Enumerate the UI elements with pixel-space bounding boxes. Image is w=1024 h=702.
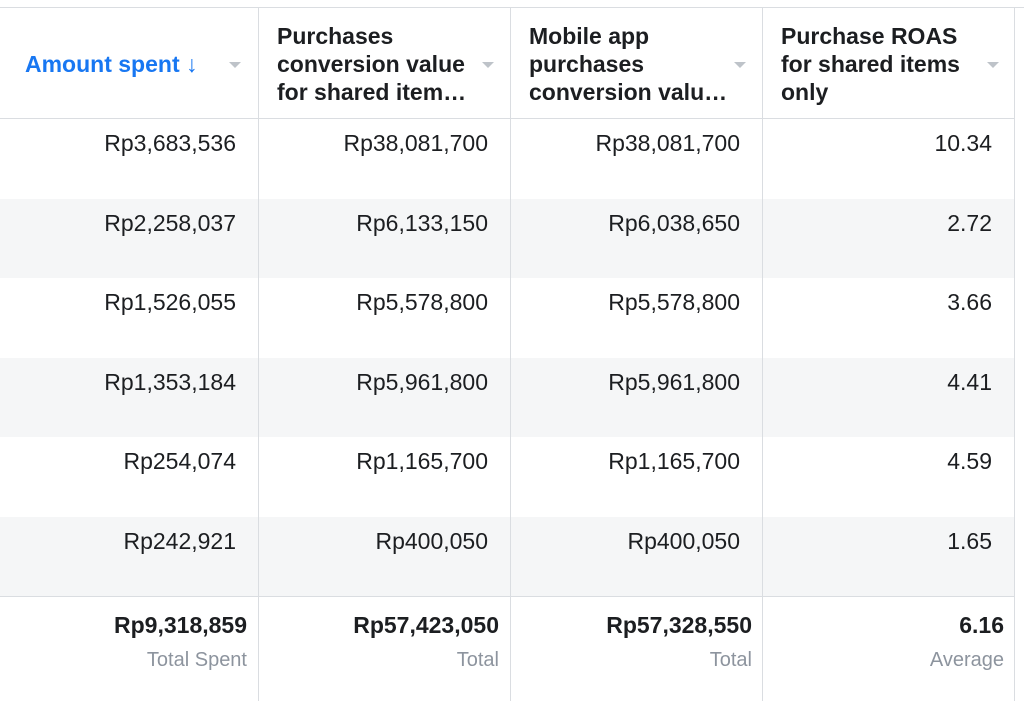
table-row[interactable] xyxy=(0,199,1014,279)
cell-mobile-app-conversion-value: Rp5,578,800 xyxy=(608,289,740,315)
cell-amount-spent: Rp254,074 xyxy=(123,448,236,474)
cell-purchase-roas: 3.66 xyxy=(947,289,992,315)
total-mobile-app-conversion-value-label: Total xyxy=(709,649,752,671)
column-header-label-line: for shared items xyxy=(781,51,960,77)
cell-purchases-conversion-value: Rp5,578,800 xyxy=(356,289,488,315)
cell-purchase-roas: 1.65 xyxy=(947,527,992,554)
average-purchase-roas: 6.16 xyxy=(959,612,1004,638)
column-header-label-line: for shared item… xyxy=(277,79,467,105)
column-header-label xyxy=(781,22,981,106)
cell-mobile-app-conversion-value: Rp38,081,700 xyxy=(595,130,740,156)
column-header-label-line: conversion value xyxy=(277,51,465,77)
cell-amount-spent: Rp2,258,037 xyxy=(104,209,236,236)
column-header-label-line: Mobile app xyxy=(529,23,650,49)
cell-amount-spent: Rp1,526,055 xyxy=(104,289,236,315)
total-purchases-conversion-value: Rp57,423,050 xyxy=(353,612,499,638)
cell-purchases-conversion-value: Rp400,050 xyxy=(375,527,488,554)
cell-purchase-roas: 10.34 xyxy=(934,130,992,156)
column-header-purchases-conversion-value[interactable] xyxy=(259,8,510,118)
cell-mobile-app-conversion-value: Rp5,961,800 xyxy=(608,368,740,395)
column-header-label-line: conversion valu… xyxy=(529,79,728,105)
table-header xyxy=(0,8,1024,119)
table-footer-totals xyxy=(0,596,1024,702)
sort-caret-icon[interactable] xyxy=(482,62,494,68)
column-header-mobile-app-purchases[interactable] xyxy=(511,8,762,118)
cell-purchases-conversion-value: Rp38,081,700 xyxy=(343,130,488,156)
table-row[interactable] xyxy=(0,278,1014,358)
column-header-label xyxy=(25,50,245,78)
cell-purchase-roas: 2.72 xyxy=(947,209,992,236)
cell-purchase-roas: 4.59 xyxy=(947,448,992,474)
average-purchase-roas-label: Average xyxy=(929,649,1004,671)
cell-purchases-conversion-value: Rp1,165,700 xyxy=(356,448,488,474)
column-header-purchase-roas[interactable] xyxy=(763,8,1014,118)
column-header-label xyxy=(529,22,729,106)
cell-amount-spent: Rp1,353,184 xyxy=(104,368,236,395)
column-header-label-line: Purchase ROAS xyxy=(781,23,958,49)
cell-purchase-roas: 4.41 xyxy=(947,368,992,395)
sort-caret-icon[interactable] xyxy=(734,62,746,68)
column-divider xyxy=(762,8,763,701)
cell-amount-spent: Rp242,921 xyxy=(123,527,236,554)
table-row[interactable] xyxy=(0,119,1014,199)
column-header-amount-spent[interactable] xyxy=(0,8,258,118)
cell-mobile-app-conversion-value: Rp6,038,650 xyxy=(608,209,740,236)
column-header-label-line: purchases xyxy=(529,51,645,77)
column-header-label-line: only xyxy=(781,79,829,105)
cell-purchases-conversion-value: Rp5,961,800 xyxy=(356,368,488,395)
cell-mobile-app-conversion-value: Rp400,050 xyxy=(627,527,740,554)
total-amount-spent: Rp9,318,859 xyxy=(114,612,247,638)
column-divider xyxy=(510,8,511,701)
sort-caret-icon[interactable] xyxy=(987,62,999,68)
column-header-label xyxy=(277,22,477,106)
column-header-label-line: Amount spent ↓ xyxy=(25,51,198,77)
sort-caret-icon[interactable] xyxy=(229,62,241,68)
total-mobile-app-conversion-value: Rp57,328,550 xyxy=(606,612,752,638)
column-header-label-line: Purchases xyxy=(277,23,394,49)
cell-purchases-conversion-value: Rp6,133,150 xyxy=(356,209,488,236)
cell-amount-spent: Rp3,683,536 xyxy=(104,130,236,156)
column-divider xyxy=(258,8,259,701)
horizontal-scroll-edge xyxy=(1014,8,1024,701)
table-row[interactable] xyxy=(0,517,1014,597)
total-amount-spent-label: Total Spent xyxy=(146,649,247,671)
table-row[interactable] xyxy=(0,437,1014,517)
total-purchases-conversion-value-label: Total xyxy=(456,649,499,671)
cell-mobile-app-conversion-value: Rp1,165,700 xyxy=(608,448,740,474)
table-row[interactable] xyxy=(0,358,1014,438)
